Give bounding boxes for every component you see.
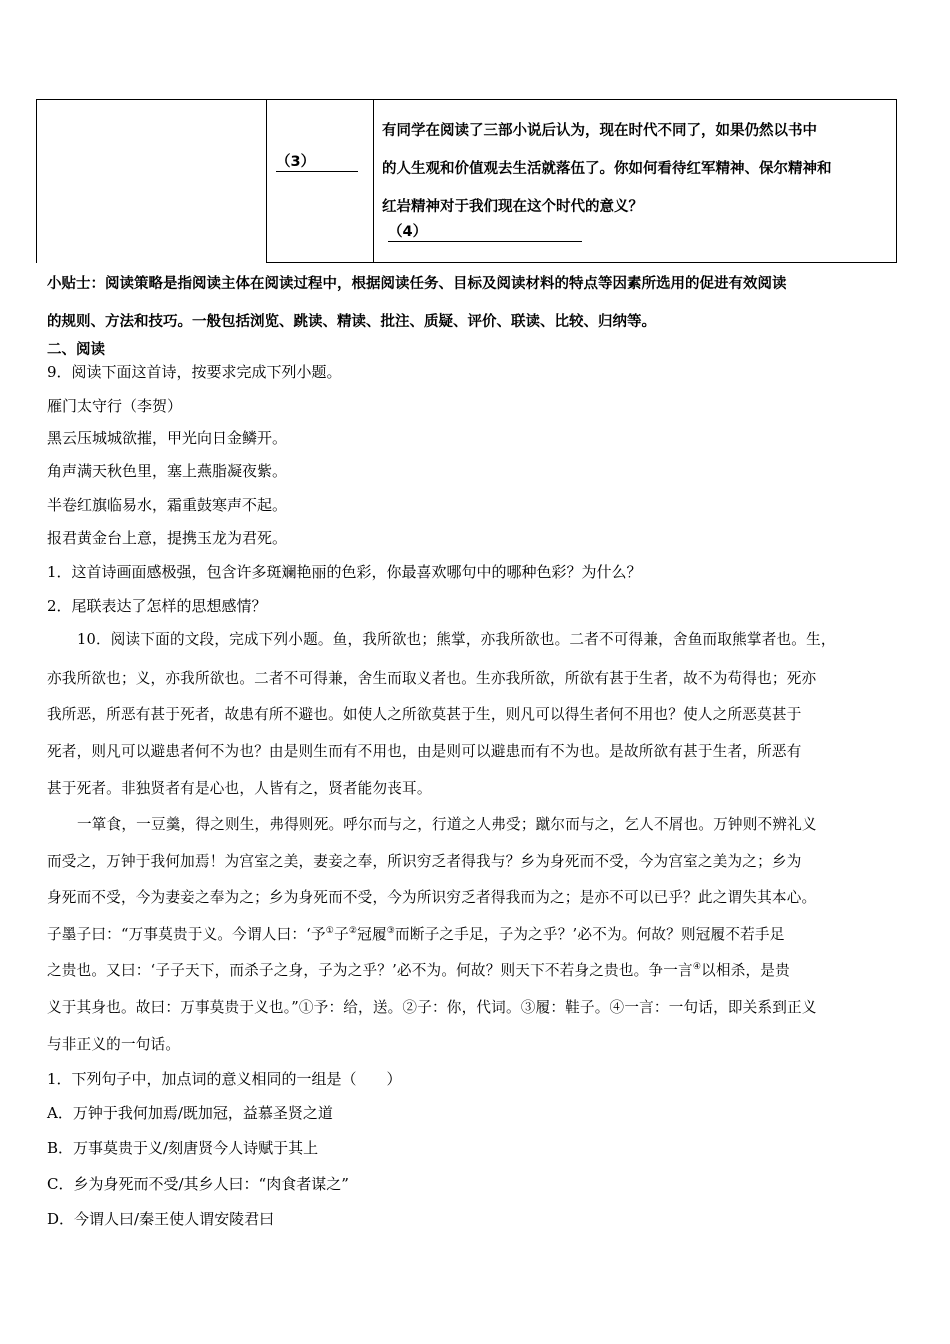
text-run: 以相杀，是贵 (701, 962, 790, 979)
table-bottom-border (266, 262, 897, 263)
table-cell-line: 有同学在阅读了三部小说后认为，现在时代不同了，如果仍然以书中 (382, 123, 817, 139)
q10-para3-line (47, 923, 785, 944)
section-title: 二、阅读 (47, 342, 105, 358)
tip-line: 的规则、方法和技巧。一般包括浏览、跳读、精读、批注、质疑、评价、联读、比较、归纳等。 (47, 314, 656, 330)
q10-para3-line: 与非正义的一句话。 (47, 1036, 181, 1053)
tip-line: 小贴士：阅读策略是指阅读主体在阅读过程中，根据阅读任务、目标及阅读材料的特点等因素所选用的促进有效阅读 (47, 276, 787, 292)
option-d[interactable]: D．今谓人曰/秦王使人谓安陵君曰 (47, 1210, 275, 1228)
q9-sub-question: 2．尾联表达了怎样的思想感情？ (47, 597, 267, 615)
table-top-border (36, 99, 897, 100)
q10-para2-line: 而受之，万钟于我何加焉！为宫室之美，妻妾之奉，所识穷乏者得我与？乡为身死而不受，今为宫室之美为之；乡为 (47, 853, 802, 870)
q10-para3-line: 义于其身也。故曰：万事莫贵于义也。”①予：给，送。②子：你，代词。③履：鞋子。④一言：一句话，即关系到正义 (47, 999, 817, 1016)
table-left-border (36, 99, 37, 263)
blank-3[interactable]: （3） (276, 150, 358, 172)
q10-para1-line: 10．阅读下面的文段，完成下列小题。鱼，我所欲也；熊掌，亦我所欲也。二者不可得兼，舍鱼而取熊掌者也。生， (77, 631, 836, 648)
table-right-border (896, 99, 897, 263)
poem-line: 黑云压城城欲摧，甲光向日金鳞开。 (47, 429, 288, 447)
text-run: 之贵也。又曰：‘子子天下，而杀子之身，子为之乎？’必不为。何故？则天下不若身之贵也。争一言 (47, 962, 693, 979)
q9-stem: 9．阅读下面这首诗，按要求完成下列小题。 (47, 363, 342, 381)
q9-sub-question: 1．这首诗画面感极强，包含许多斑斓艳丽的色彩，你最喜欢哪句中的哪种色彩？为什么？ (47, 563, 642, 581)
poem-title: 雁门太守行（李贺） (47, 397, 183, 415)
table-divider-1 (266, 99, 267, 263)
blank-4[interactable]: （4） (388, 220, 582, 242)
option-b[interactable]: B．万事莫贵于义/刻唐贤今人诗赋于其上 (47, 1139, 319, 1157)
text-run: 冠履 (357, 926, 387, 943)
table-cell-line: 红岩精神对于我们现在这个时代的意义？ (382, 199, 643, 215)
q10-para2-line: 一箪食，一豆羹，得之则生，弗得则死。呼尔而与之，行道之人弗受；蹴尔而与之，乞人不屑也。万钟则不辨礼义 (77, 816, 817, 833)
poem-line: 半卷红旗临易水，霜重鼓寒声不起。 (47, 496, 288, 514)
reading-tip (47, 265, 787, 341)
option-c[interactable]: C．乡为身死而不受/其乡人曰：“肉食者谋之” (47, 1175, 349, 1193)
q10-para1-line: 死者，则凡可以避患者何不为也？由是则生而有不用也，由是则可以避患而有不为也。是故所欲有甚于生者，所恶有 (47, 743, 802, 760)
q10-para3-line (47, 959, 790, 980)
q10-para1-line: 我所恶，所恶有甚于死者，故患有所不避也。如使人之所欲莫甚于生，则凡可以得生者何不用也？使人之所恶莫甚于 (47, 706, 802, 723)
poem-line: 角声满天秋色里，塞上燕脂凝夜紫。 (47, 462, 288, 480)
footnote-mark: ③ (386, 926, 396, 937)
q10-mc-stem: 1．下列句子中，加点词的意义相同的一组是（ ） (47, 1070, 402, 1088)
footnote-mark: ④ (692, 962, 702, 973)
q10-para2-line: 身死而不受，今为妻妾之奉为之；乡为身死而不受，今为所识穷乏者得我而为之；是亦不可以已乎？此之谓失其本心。 (47, 889, 817, 906)
footnote-mark: ① (325, 926, 335, 937)
text-run: 子 (334, 926, 349, 943)
footnote-mark: ② (348, 926, 358, 937)
table-divider-2 (373, 99, 374, 263)
text-run: 而断子之手足，子为之乎？’必不为。何故？则冠履不若手足 (395, 926, 785, 943)
table-cell-text (382, 112, 832, 226)
text-run: 子墨子曰：“万事莫贵于义。今谓人曰：‘予 (47, 926, 326, 943)
poem-line: 报君黄金台上意，提携玉龙为君死。 (47, 529, 288, 547)
q10-para1-line: 亦我所欲也；义，亦我所欲也。二者不可得兼，舍生而取义者也。生亦我所欲，所欲有甚于生者，故不为苟得也；死亦 (47, 670, 817, 687)
q10-para1-line: 甚于死者。非独贤者有是心也，人皆有之，贤者能勿丧耳。 (47, 780, 432, 797)
table-cell-line: 的人生观和价值观去生活就落伍了。你如何看待红军精神、保尔精神和 (382, 161, 832, 177)
option-a[interactable]: A．万钟于我何加焉/既加冠，益慕圣贤之道 (47, 1104, 333, 1122)
